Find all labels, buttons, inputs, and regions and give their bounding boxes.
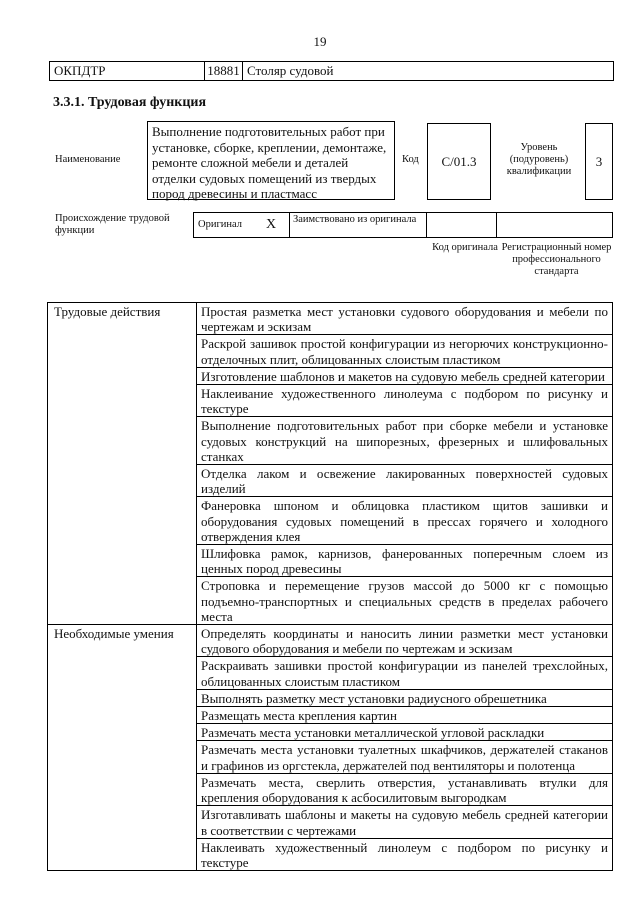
okpdtr-name: Столяр судовой — [247, 63, 334, 78]
item-cell: Фанеровка шпоном и облицовка пластиком щитов зашивки и оборудования судовых помещений в прессах горячего и холодного отверждения клея — [197, 497, 613, 545]
item-cell: Раскраивать зашивки простой конфигурации из панелей трехслойных, облицованных слоистым пластиком — [197, 657, 613, 689]
section-title: 3.3.1. Трудовая функция — [53, 95, 207, 110]
okpdtr-code: 18881 — [205, 62, 243, 80]
okpdtr-label: ОКПДТР — [50, 62, 205, 80]
registration-number-cell — [496, 212, 613, 238]
category-cell: Необходимые умения — [48, 625, 197, 871]
function-code: C/01.3 — [427, 123, 491, 200]
item-cell: Выполнение подготовительных работ при сборке мебели и установке судовых конструкций на шипорезных, фрезерных и шлифовальных станках — [197, 417, 613, 465]
item-cell: Изготовление шаблонов и макетов на судовую мебель средней категории — [197, 367, 613, 384]
item-cell: Размечать места установки металлической угловой раскладки — [197, 724, 613, 741]
borrowed-cell: Заимствовано из оригинала — [289, 212, 427, 238]
original-code-cell — [426, 212, 497, 238]
item-cell: Размечать места, сверлить отверстия, устанавливать втулки для крепления оборудования к асбосилитовым выгородкам — [197, 773, 613, 805]
qualification-level-label: Уровень (подуровень) квалификации — [506, 142, 572, 177]
item-cell: Наклеивание художественного линолеума с подбором по рисунку и текстуре — [197, 385, 613, 417]
item-cell: Раскрой зашивок простой конфигурации из негорючих конструкционно-отделочных плит, облицованных слоистым пластиком — [197, 335, 613, 367]
function-name-label: Наименование — [55, 154, 121, 165]
item-cell: Отделка лаком и освежение лакированных поверхностей судовых изделий — [197, 465, 613, 497]
item-cell: Размечать места установки туалетных шкафчиков, держателей стаканов и графинов из оргстекла, держателей под вентиляторы и полотенца — [197, 741, 613, 773]
item-cell: Строповка и перемещение грузов массой до 5000 кг с помощью подъемно-транспортных и специальных средств в пределах рабочего места — [197, 577, 613, 625]
item-cell: Простая разметка мест установки судового оборудования и мебели по чертежам и эскизам — [197, 303, 613, 335]
item-cell: Выполнять разметку мест установки радиусного обрешетника — [197, 689, 613, 706]
registration-number-caption: Регистрационный номер профессионального стандарта — [501, 242, 612, 277]
item-cell: Шлифовка рамок, карнизов, фанерованных поперечным слоем из ценных пород древесины — [197, 545, 613, 577]
function-name: Выполнение подготовительных работ при установке, сборке, креплении, демонтаже, ремонте сложной мебели и деталей отделки судовых помещений из твердых пород древесины и пластмасс — [147, 121, 395, 200]
item-cell: Изготавливать шаблоны и макеты на судовую мебель средней категории в соответствии с чертежами — [197, 806, 613, 838]
original-mark: X — [266, 217, 277, 232]
qualification-level: 3 — [585, 123, 613, 200]
function-code-label: Код — [402, 154, 419, 165]
category-cell: Трудовые действия — [48, 303, 197, 625]
origin-label: Происхождение трудовой функции — [55, 213, 170, 236]
item-cell: Наклеивать художественный линолеум с подбором по рисунку и текстуре — [197, 838, 613, 870]
labor-function-table — [47, 302, 613, 871]
origin-row — [194, 212, 613, 238]
table-row — [48, 625, 613, 657]
item-cell: Определять координаты и наносить линии разметки мест установки судового оборудования и мебели по чертежам и эскизам — [197, 625, 613, 657]
original-cell — [193, 212, 290, 238]
okpdtr-row — [49, 61, 614, 81]
original-code-caption: Код оригинала — [432, 242, 498, 253]
page-number: 19 — [313, 34, 327, 49]
table-row — [48, 303, 613, 335]
original-label: Оригинал — [198, 219, 242, 230]
item-cell: Размещать места крепления картин — [197, 707, 613, 724]
